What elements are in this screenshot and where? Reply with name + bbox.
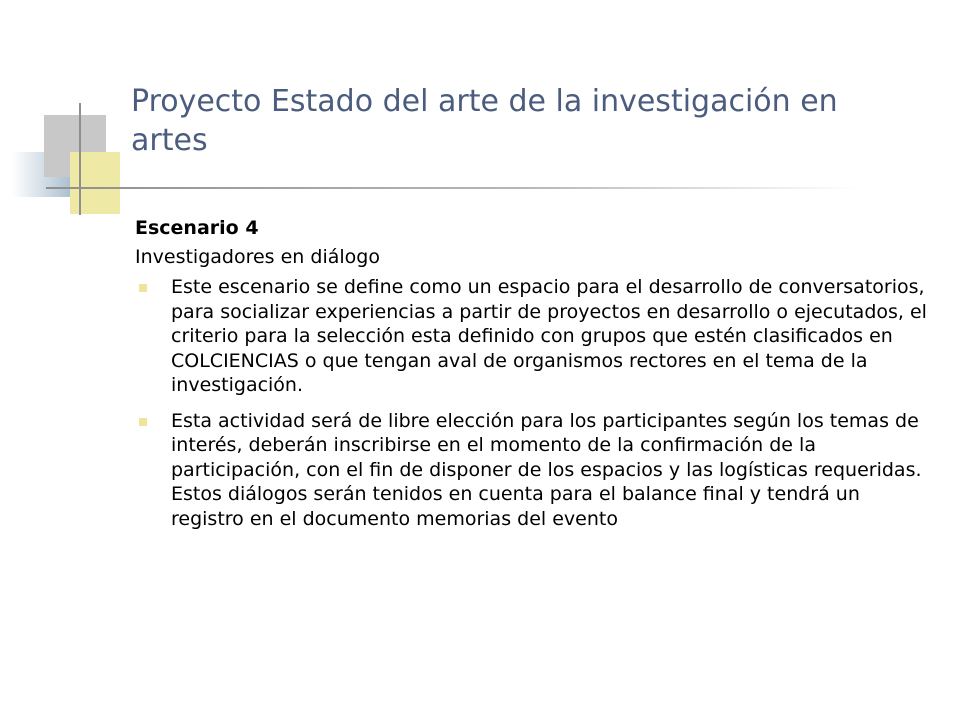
section-heading: Escenario 4: [135, 217, 259, 239]
slide-content: [135, 213, 935, 542]
decorative-yellow-square: [70, 152, 120, 214]
square-bullet-icon: [139, 284, 147, 292]
title-divider-line: [46, 187, 858, 189]
bullet-item: [135, 409, 935, 532]
bullet-text: Este escenario se define como un espacio para el desarrollo de conversatorios, para socializar experiencias a partir de proyectos en desarrollo o ejecutados, el criterio para la selección esta definido con grupos que estén clasificados en COLCIENCIAS o que tengan aval de organismos rectores en el tema de la investigación.: [171, 276, 927, 396]
slide-title: Proyecto Estado del arte de la investigación en artes: [131, 84, 838, 158]
bullet-text: Esta actividad será de libre elección para los participantes según los temas de interés, deberán inscribirse en el momento de la confirmación de la participación, con el fin de disponer de los espacios y las logísticas requeridas. Estos diálogos serán tenidos en cuenta para el balance final y tendrá un registro en el documento memorias del evento: [171, 409, 922, 530]
bullet-item: [135, 275, 935, 398]
section-subheading: Investigadores en diálogo: [135, 246, 380, 268]
decorative-vertical-line: [79, 103, 81, 215]
square-bullet-icon: [139, 418, 147, 426]
bullet-list: [135, 275, 935, 531]
